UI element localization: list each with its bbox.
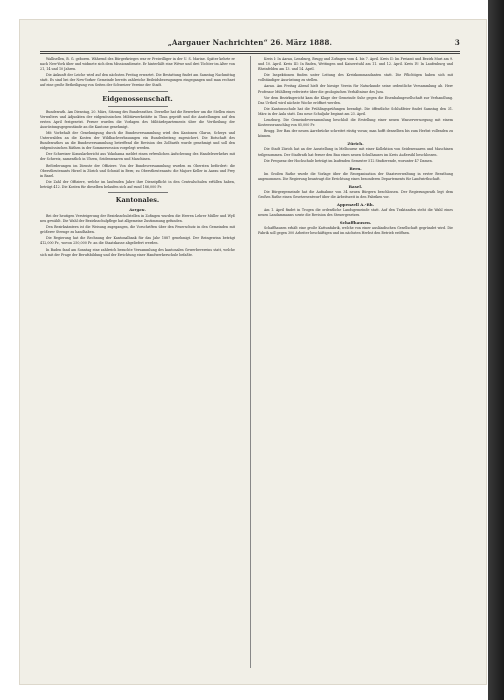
book-spine <box>488 0 504 700</box>
paragraph: Am 1. April findet in Trogen die ordentliche Landsgemeinde statt. Auf den Traktanden steht die Wahl eines neuen Landammanns sowie die Revision des Steuergesetzes. <box>258 208 453 218</box>
paragraph: Wallisellen, B. G. geboren. Während des Bürgerkrieges war er Freiwilliger in der U. S. Marine. Später kehrte er nach New-York über und widmete sich dem Missionsdienste. Er hinterläßt eine Witwe und drei Töchter im Alter von 21, 14 und 10 Jahren. <box>40 57 235 72</box>
paragraph: Die Ankunft der Leiche wird auf den nächsten Freitag erwartet. Die Bestattung findet am Samstag Nachmittag statt. Es sind bei der New-Yorker Gemeinde bereits zahlreiche Beileidsbezeugungen eingegangen und man rechnet auf eine große Betheiligung von Seiten der Schweizer Vereine der Stadt. <box>40 73 235 88</box>
paragraph: In Baden fand am Sonntag eine zahlreich besuchte Versammlung des kantonalen Gewerbevereins statt, welche sich mit der Frage der Berufsbildung und der Errichtung einer Handwerkerschule befaßte. <box>40 247 235 257</box>
paragraph: Bundesrath. Am Dienstag, 20. März, Sitzung des Bundesrathes. Derselbe hat die Bewerber um die Stellen eines Verwalters und Adjunkten der eidgenössischen Militärwerkstätte in Thun geprüft und die Anstellungen auf den ersten April festgesetzt. Ferner wurden die Vorlagen des Militärdepartements über die Vertheilung der Ausrüstungsgegenstände an die Kantone genehmigt. <box>40 109 235 129</box>
section-heading-cantonal: Kantonales. <box>115 195 160 204</box>
paragraph: Im Großen Rathe wurde die Vorlage über die Reorganisation der Staatsverwaltung in erster Berathung angenommen. Die Regierung beantragt die Errichtung eines besonderen Departements für Landwirthschaft. <box>258 171 453 181</box>
paragraph: Der Schweizer Konsularbericht aus Yokohama meldet einen erfreulichen Aufschwung des Handelsverkehrs mit der Schweiz, namentlich in Uhren, Seidenwaaren und Maschinen. <box>40 152 235 162</box>
paragraph: Die Inspektionen finden unter Leitung des Kreiskommandanten statt. Die Pflichtigen haben sich mit vollständiger Ausrüstung zu stellen. <box>258 73 453 83</box>
paragraph: Brugg. Der Bau der neuen Aarebrücke schreitet rüstig voran; man hofft denselben bis zum Herbst vollenden zu können. <box>258 129 453 139</box>
column-divider <box>250 56 251 668</box>
paragraph: Schaffhausen erhält eine große Kattunfabrik, welche von einer ausländischen Gesellschaft gegründet wird. Die Fabrik soll gegen 300 Arbeiter beschäftigen und im nächsten Herbst den Betrieb eröffnen. <box>258 226 453 236</box>
paragraph: Die Zahl der Offiziere, welche im laufenden Jahre ihre Dienstpflicht in den Centralschulen erfüllen haben, beträgt 412. Die Kosten für dieselben belaufen sich auf rund 186,000 Fr. <box>40 179 235 189</box>
header-rule <box>40 51 460 52</box>
right-column <box>258 57 453 677</box>
paragraph: Die Frequenz der Hochschule beträgt im laufenden Semester 512 Studierende, worunter 47 Damen. <box>264 158 433 163</box>
section-rule <box>108 192 168 193</box>
subheading-aargau: Aargau. <box>129 206 146 212</box>
paragraph: Beförderungen im Dienste der Offiziere. Von der Bundesversammlung wurden zu Obersten befördert: die Oberstlieutenants Hirzel in Zürich und Schmid in Bern; zu Oberstlieutenants: die Majore Keller in Aarau und Frey in Basel. <box>40 163 235 178</box>
page-header <box>40 38 460 48</box>
left-column <box>40 57 235 667</box>
paragraph: Vor dem Bezirksgericht kam die Klage der Gemeinde Suhr gegen die Eisenbahngesellschaft zur Verhandlung. Das Urtheil wird nächste Woche eröffnet werden. <box>258 95 453 105</box>
paragraph: Mit Vorbehalt der Genehmigung durch die Bundesversammlung wird den Kantonen Glarus, Schwyz und Unterwalden an die Kosten der Wildbachverbauungen ein Bundesbeitrag zugesichert. Die Botschaft des Bundesrathes an die Bundesversammlung betreffend die Revision des Zolltarifs wurde genehmigt und soll den eidgenössischen Räthen in der Sommersession vorgelegt werden. <box>40 130 235 151</box>
section-rule <box>108 91 168 92</box>
paragraph: Den Bezirksämtern ist die Weisung zugegangen, die Vorschriften über den Feuerschutz in den Gemeinden mit größerer Strenge zu handhaben. <box>40 225 235 235</box>
paragraph: Die Kantonsschule hat die Frühlingsprüfungen beendigt. Die öffentliche Schlußfeier findet Samstag den 31. März in der Aula statt. Das neue Schuljahr beginnt am 23. April. <box>258 106 453 116</box>
paragraph: Bei der heutigen Versteigerung der Bezirksschulstellen in Zofingen wurden die Herren Lehrer Müller und Wyß neu gewählt. Die Wahl der Bezirksschulpflege hat allgemeine Zustimmung gefunden. <box>40 213 235 224</box>
subheading-schaffhausen: Schaffhausen. <box>339 220 372 226</box>
subheading-bern: Bern. <box>349 165 362 171</box>
paragraph: Die Stadt Zürich hat an der Ausstellung in Melbourne mit einer Kollektion von Seidenwaaren und Maschinen teilgenommen. Der Stadtrath hat ferner den Bau eines neuen Schulhauses im Kreis Außersihl beschlossen. <box>258 147 453 157</box>
subheading-basel: Basel. <box>348 183 363 189</box>
paragraph: Die Regierung hat die Rechnung der Kantonalbank für das Jahr 1887 genehmigt. Der Reingewinn beträgt 412,000 Fr., wovon 250,000 Fr. an die Staatskasse abgeliefert werden. <box>40 236 235 246</box>
subheading-appenzell: Appenzell A.-Rh. <box>336 202 375 208</box>
page-number: 3 <box>454 38 460 47</box>
header-title: „Aargauer Nachrichten“ 26. März 1888. <box>167 38 333 47</box>
subheading-zurich: Zürich. <box>347 141 364 147</box>
paragraph: Kreis I: In Aarau, Lenzburg, Brugg und Zofingen vom 4. bis 7. April. Kreis II: Im Freiamt und Bezirk Muri am 9. und 10. April. Kreis III: In Baden, Wettingen und Kaiserstuhl am 11. und 12. April. Kreis IV: In Laufenburg und Rheinfelden am 13. und 14. April. <box>258 57 453 72</box>
section-rule <box>108 106 168 107</box>
paragraph: Die Bürgergemeinde hat die Aufnahme von 34 neuen Bürgern beschlossen. Der Regierungsrath legt dem Großen Rathe einen Gesetzesentwurf über die Arbeitszeit in den Fabriken vor. <box>258 189 453 199</box>
section-heading-federal: Eidgenossenschaft. <box>102 94 173 103</box>
paragraph: Aarau. Am Freitag Abend hielt der hiesige Verein für Naturkunde seine ordentliche Versammlung ab. Herr Professor Mühlberg referierte über die geologischen Verhältnisse des Jura. <box>258 84 453 94</box>
paragraph: Lenzburg. Die Gemeindeversammlung beschloß die Erstellung einer neuen Wasserversorgung mit einem Kostenvoranschlag von 85,000 Fr. <box>258 118 453 128</box>
header-rule-thin <box>40 53 460 54</box>
